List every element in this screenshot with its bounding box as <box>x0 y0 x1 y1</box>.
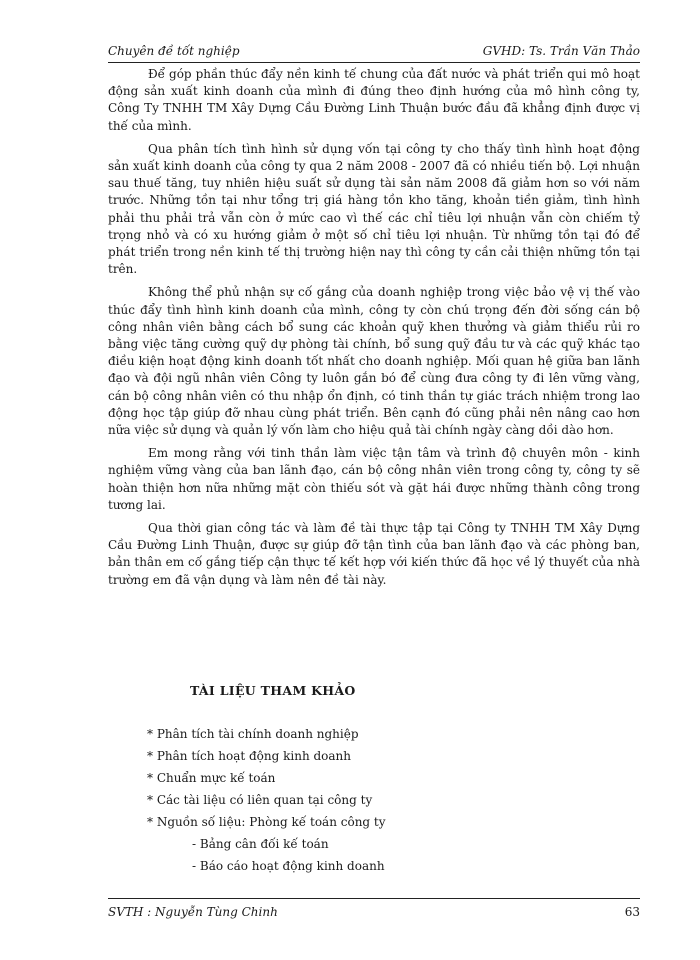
reference-item: * Phân tích hoạt động kinh doanh <box>147 749 352 763</box>
page-footer <box>108 898 640 919</box>
paragraph: Em mong rằng với tinh thần làm việc tận tâm và trình độ chuyên môn - kinh nghiệm vững vàng của ban lãnh đạo, cán bộ công nhân viên trong công ty, công ty sẽ hoàn thiện hơn nữa những mặt còn thiếu sót và gặt hái được những thành công trong tương lai. <box>108 446 640 512</box>
reference-item: * Các tài liệu có liên quan tại công ty <box>147 793 373 807</box>
paragraph: Để góp phần thúc đẩy nền kinh tế chung của đất nước và phát triển qui mô hoạt động sản xuất kinh doanh của mình đi đúng theo định hướng của mô hình công ty, Công Ty TNHH TM Xây Dựng Cầu Đường Linh Thuận bước đầu đã khẳng định được vị thế của mình. <box>108 67 640 133</box>
page-number: 63 <box>624 905 640 919</box>
header-advisor: GVHD: Ts. Trần Văn Thảo <box>482 44 640 58</box>
reference-item: * Phân tích tài chính doanh nghiệp <box>147 727 359 741</box>
reference-subitem: - Báo cáo hoạt động kinh doanh <box>192 859 385 873</box>
footer-student: SVTH : Nguyễn Tùng Chinh <box>108 905 278 919</box>
reference-subitem: - Bảng cân đối kế toán <box>192 837 329 851</box>
references-list <box>147 726 547 880</box>
references-title: TÀI LIỆU THAM KHẢO <box>190 683 356 698</box>
reference-item: * Chuẩn mực kế toán <box>147 771 276 785</box>
header-document-type: Chuyên đề tốt nghiệp <box>108 44 240 58</box>
reference-item: * Nguồn số liệu: Phòng kế toán công ty <box>147 815 386 829</box>
page-header <box>108 44 640 63</box>
paragraph: Qua phân tích tình hình sử dụng vốn tại công ty cho thấy tình hình hoạt động sản xuất kinh doanh của công ty qua 2 năm 2008 - 2007 đã có nhiều tiến bộ. Lợi nhuận sau thuế tăng, tuy nhiên hiệu suất sử dụng tài sản năm 2008 đã giảm hơn so với năm trước. Những tồn tại như tổng trị giá hàng tồn kho tăng, khoản tiền giảm, tình hình phải thu phải trả vẫn còn ở mức cao vì thế các chỉ tiêu lợi nhuận vẫn còn chiếm tỷ trọng nhỏ và có xu hướng giảm ở một số chỉ tiêu lợi nhuận. Từ những tồn tại đó để phát triển trong nền kinh tế thị trường hiện nay thì công ty cần cải thiện những tồn tại trên. <box>108 141 640 277</box>
paragraph: Qua thời gian công tác và làm đề tài thực tập tại Công ty TNHH TM Xây Dựng Cầu Đường Linh Thuận, được sự giúp đỡ tận tình của ban lãnh đạo và các phòng ban, bản thân em cố gắng tiếp cận thực tế kết hợp với kiến thức đã học về lý thuyết của nhà trường em đã vận dụng và làm nên đề tài này. <box>108 521 640 587</box>
body-text <box>108 66 640 595</box>
paragraph: Không thể phủ nhận sự cố gắng của doanh nghiệp trong việc bảo vệ vị thế vào thúc đẩy tình hình kinh doanh của mình, công ty còn chú trọng đến đời sống cán bộ công nhân viên bằng cách bổ sung các khoản quỹ khen thưởng và giảm thiểu rủi ro bằng việc tăng cường quỹ dự phòng tài chính, bổ sung quỹ đầu tư và các quỹ khác tạo điều kiện hoạt động kinh doanh tốt nhất cho doanh nghiệp. Mối quan hệ giữa ban lãnh đạo và đội ngũ nhân viên Công ty luôn gắn bó để cùng đưa công ty đi lên vững vàng, cán bộ công nhân viên có thu nhập ổn định, có tinh thần tự giác trách nhiệm trong lao động học tập giúp đỡ nhau cùng phát triển. Bên cạnh đó cũng phải nên nâng cao hơn nữa việc sử dụng và quản lý vốn làm cho hiệu quả tài chính ngày càng dồi dào hơn. <box>108 285 640 438</box>
